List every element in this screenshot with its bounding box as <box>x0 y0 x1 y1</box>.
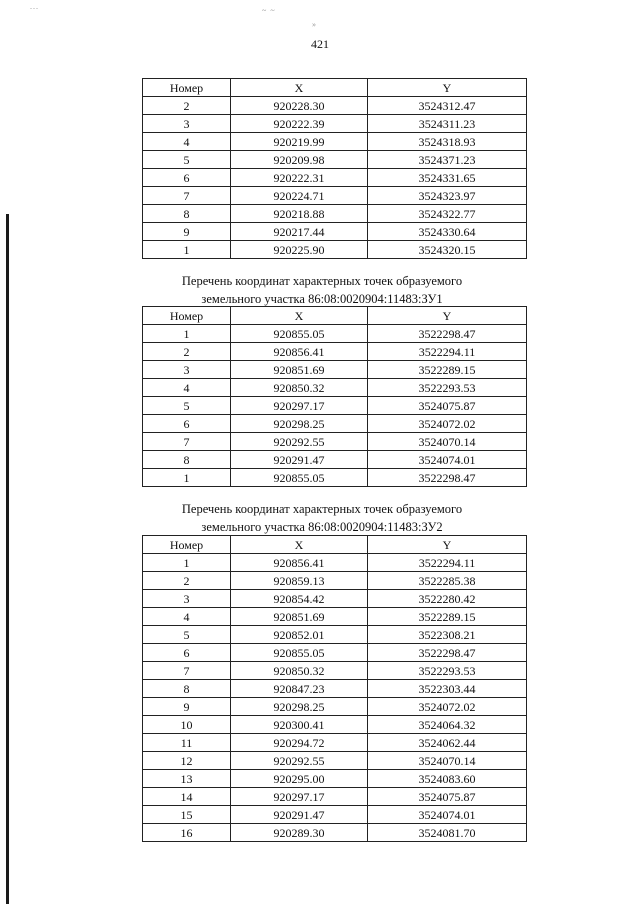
cell-number: 5 <box>143 397 231 415</box>
cell-number: 1 <box>143 325 231 343</box>
cell-x: 920291.47 <box>231 451 368 469</box>
cell-number: 16 <box>143 824 231 842</box>
cell-y: 3522293.53 <box>368 379 527 397</box>
cell-x: 920219.99 <box>231 133 368 151</box>
cell-x: 920218.88 <box>231 205 368 223</box>
cell-x: 920222.39 <box>231 115 368 133</box>
table-row <box>143 169 527 187</box>
cell-number: 4 <box>143 133 231 151</box>
cell-number: 4 <box>143 379 231 397</box>
table-row <box>143 115 527 133</box>
cell-y: 3524075.87 <box>368 397 527 415</box>
cell-number: 1 <box>143 241 231 259</box>
cell-number: 15 <box>143 806 231 824</box>
cell-number: 5 <box>143 626 231 644</box>
section-title-zu2 <box>130 500 514 536</box>
cell-y: 3524311.23 <box>368 115 527 133</box>
cell-x: 920224.71 <box>231 187 368 205</box>
table-row <box>143 379 527 397</box>
cell-y: 3524312.47 <box>368 97 527 115</box>
cell-x: 920225.90 <box>231 241 368 259</box>
cell-y: 3524330.64 <box>368 223 527 241</box>
cell-number: 2 <box>143 97 231 115</box>
table-row <box>143 572 527 590</box>
cell-number: 11 <box>143 734 231 752</box>
table-row <box>143 698 527 716</box>
header-number: Номер <box>143 79 231 97</box>
header-y: Y <box>368 307 527 325</box>
cell-x: 920298.25 <box>231 698 368 716</box>
cell-y: 3522303.44 <box>368 680 527 698</box>
table-header-row <box>143 79 527 97</box>
table-row <box>143 626 527 644</box>
cell-number: 8 <box>143 451 231 469</box>
table-row <box>143 734 527 752</box>
cell-x: 920855.05 <box>231 469 368 487</box>
cell-y: 3524323.97 <box>368 187 527 205</box>
cell-x: 920294.72 <box>231 734 368 752</box>
cell-number: 5 <box>143 151 231 169</box>
table-header-row <box>143 536 527 554</box>
cell-number: 8 <box>143 205 231 223</box>
cell-number: 13 <box>143 770 231 788</box>
cell-number: 3 <box>143 590 231 608</box>
page-number: 421 <box>311 37 329 51</box>
scan-artifact: » <box>312 20 317 29</box>
cell-y: 3524072.02 <box>368 698 527 716</box>
cell-number: 9 <box>143 223 231 241</box>
table-row <box>143 824 527 842</box>
table-row <box>143 415 527 433</box>
cell-x: 920297.17 <box>231 397 368 415</box>
cell-y: 3524075.87 <box>368 788 527 806</box>
cell-y: 3524070.14 <box>368 433 527 451</box>
cell-y: 3522289.15 <box>368 608 527 626</box>
cell-y: 3522294.11 <box>368 554 527 572</box>
cell-x: 920295.00 <box>231 770 368 788</box>
cell-y: 3524072.02 <box>368 415 527 433</box>
table-header-row <box>143 307 527 325</box>
table-row <box>143 451 527 469</box>
table-row <box>143 343 527 361</box>
cell-y: 3524081.70 <box>368 824 527 842</box>
cell-y: 3524322.77 <box>368 205 527 223</box>
cell-number: 14 <box>143 788 231 806</box>
coordinates-table-zu1 <box>142 306 527 487</box>
binding-edge-mark <box>6 214 9 904</box>
table-row <box>143 554 527 572</box>
header-y: Y <box>368 79 527 97</box>
cell-y: 3522280.42 <box>368 590 527 608</box>
title-line: земельного участка 86:08:0020904:11483:ЗУ1 <box>201 292 443 306</box>
cell-x: 920852.01 <box>231 626 368 644</box>
table-row <box>143 433 527 451</box>
cell-y: 3522298.47 <box>368 644 527 662</box>
title-line: Перечень координат характерных точек образуемого <box>181 274 463 288</box>
cell-x: 920850.32 <box>231 662 368 680</box>
cell-x: 920855.05 <box>231 644 368 662</box>
cell-x: 920228.30 <box>231 97 368 115</box>
cell-number: 6 <box>143 415 231 433</box>
table-row <box>143 151 527 169</box>
table-row <box>143 469 527 487</box>
cell-x: 920856.41 <box>231 343 368 361</box>
header-y: Y <box>368 536 527 554</box>
cell-x: 920298.25 <box>231 415 368 433</box>
header-number: Номер <box>143 307 231 325</box>
cell-x: 920300.41 <box>231 716 368 734</box>
cell-y: 3524070.14 <box>368 752 527 770</box>
cell-x: 920209.98 <box>231 151 368 169</box>
cell-number: 9 <box>143 698 231 716</box>
cell-x: 920291.47 <box>231 806 368 824</box>
table-row <box>143 397 527 415</box>
cell-y: 3522298.47 <box>368 469 527 487</box>
cell-x: 920289.30 <box>231 824 368 842</box>
cell-y: 3522289.15 <box>368 361 527 379</box>
cell-y: 3524320.15 <box>368 241 527 259</box>
cell-x: 920851.69 <box>231 361 368 379</box>
table-row <box>143 325 527 343</box>
scan-artifact: ... <box>30 2 39 11</box>
cell-y: 3522308.21 <box>368 626 527 644</box>
cell-y: 3524371.23 <box>368 151 527 169</box>
cell-x: 920854.42 <box>231 590 368 608</box>
cell-x: 920297.17 <box>231 788 368 806</box>
cell-x: 920292.55 <box>231 433 368 451</box>
table-row <box>143 752 527 770</box>
table-row <box>143 806 527 824</box>
header-x: X <box>231 79 368 97</box>
coordinates-table-zu2 <box>142 535 527 842</box>
table-row <box>143 716 527 734</box>
cell-x: 920847.23 <box>231 680 368 698</box>
cell-x: 920850.32 <box>231 379 368 397</box>
table-row <box>143 644 527 662</box>
header-number: Номер <box>143 536 231 554</box>
cell-number: 7 <box>143 187 231 205</box>
cell-number: 6 <box>143 169 231 187</box>
cell-x: 920856.41 <box>231 554 368 572</box>
table-row <box>143 187 527 205</box>
cell-x: 920292.55 <box>231 752 368 770</box>
title-line: земельного участка 86:08:0020904:11483:ЗУ2 <box>201 520 443 534</box>
cell-number: 6 <box>143 644 231 662</box>
cell-y: 3524074.01 <box>368 806 527 824</box>
cell-y: 3524083.60 <box>368 770 527 788</box>
table-row <box>143 788 527 806</box>
cell-number: 7 <box>143 662 231 680</box>
table-row <box>143 662 527 680</box>
cell-number: 1 <box>143 554 231 572</box>
header-x: X <box>231 307 368 325</box>
coordinates-table-1 <box>142 78 527 259</box>
cell-y: 3524074.01 <box>368 451 527 469</box>
cell-number: 10 <box>143 716 231 734</box>
table-row <box>143 590 527 608</box>
cell-number: 3 <box>143 361 231 379</box>
scan-artifact: ~ ~ <box>262 6 276 15</box>
table-row <box>143 680 527 698</box>
cell-y: 3522294.11 <box>368 343 527 361</box>
table-row <box>143 608 527 626</box>
cell-x: 920851.69 <box>231 608 368 626</box>
cell-number: 2 <box>143 343 231 361</box>
table-row <box>143 241 527 259</box>
cell-x: 920222.31 <box>231 169 368 187</box>
header-x: X <box>231 536 368 554</box>
cell-number: 12 <box>143 752 231 770</box>
table-row <box>143 770 527 788</box>
cell-y: 3524318.93 <box>368 133 527 151</box>
cell-y: 3524064.32 <box>368 716 527 734</box>
cell-number: 7 <box>143 433 231 451</box>
cell-number: 4 <box>143 608 231 626</box>
cell-y: 3524331.65 <box>368 169 527 187</box>
cell-number: 3 <box>143 115 231 133</box>
title-line: Перечень координат характерных точек образуемого <box>181 502 463 516</box>
table-row <box>143 361 527 379</box>
cell-y: 3522285.38 <box>368 572 527 590</box>
cell-x: 920855.05 <box>231 325 368 343</box>
cell-x: 920859.13 <box>231 572 368 590</box>
cell-y: 3522293.53 <box>368 662 527 680</box>
cell-y: 3524062.44 <box>368 734 527 752</box>
cell-number: 8 <box>143 680 231 698</box>
cell-number: 1 <box>143 469 231 487</box>
cell-y: 3522298.47 <box>368 325 527 343</box>
cell-number: 2 <box>143 572 231 590</box>
table-row <box>143 97 527 115</box>
table-row <box>143 205 527 223</box>
section-title-zu1 <box>130 272 514 308</box>
table-row <box>143 133 527 151</box>
table-row <box>143 223 527 241</box>
cell-x: 920217.44 <box>231 223 368 241</box>
